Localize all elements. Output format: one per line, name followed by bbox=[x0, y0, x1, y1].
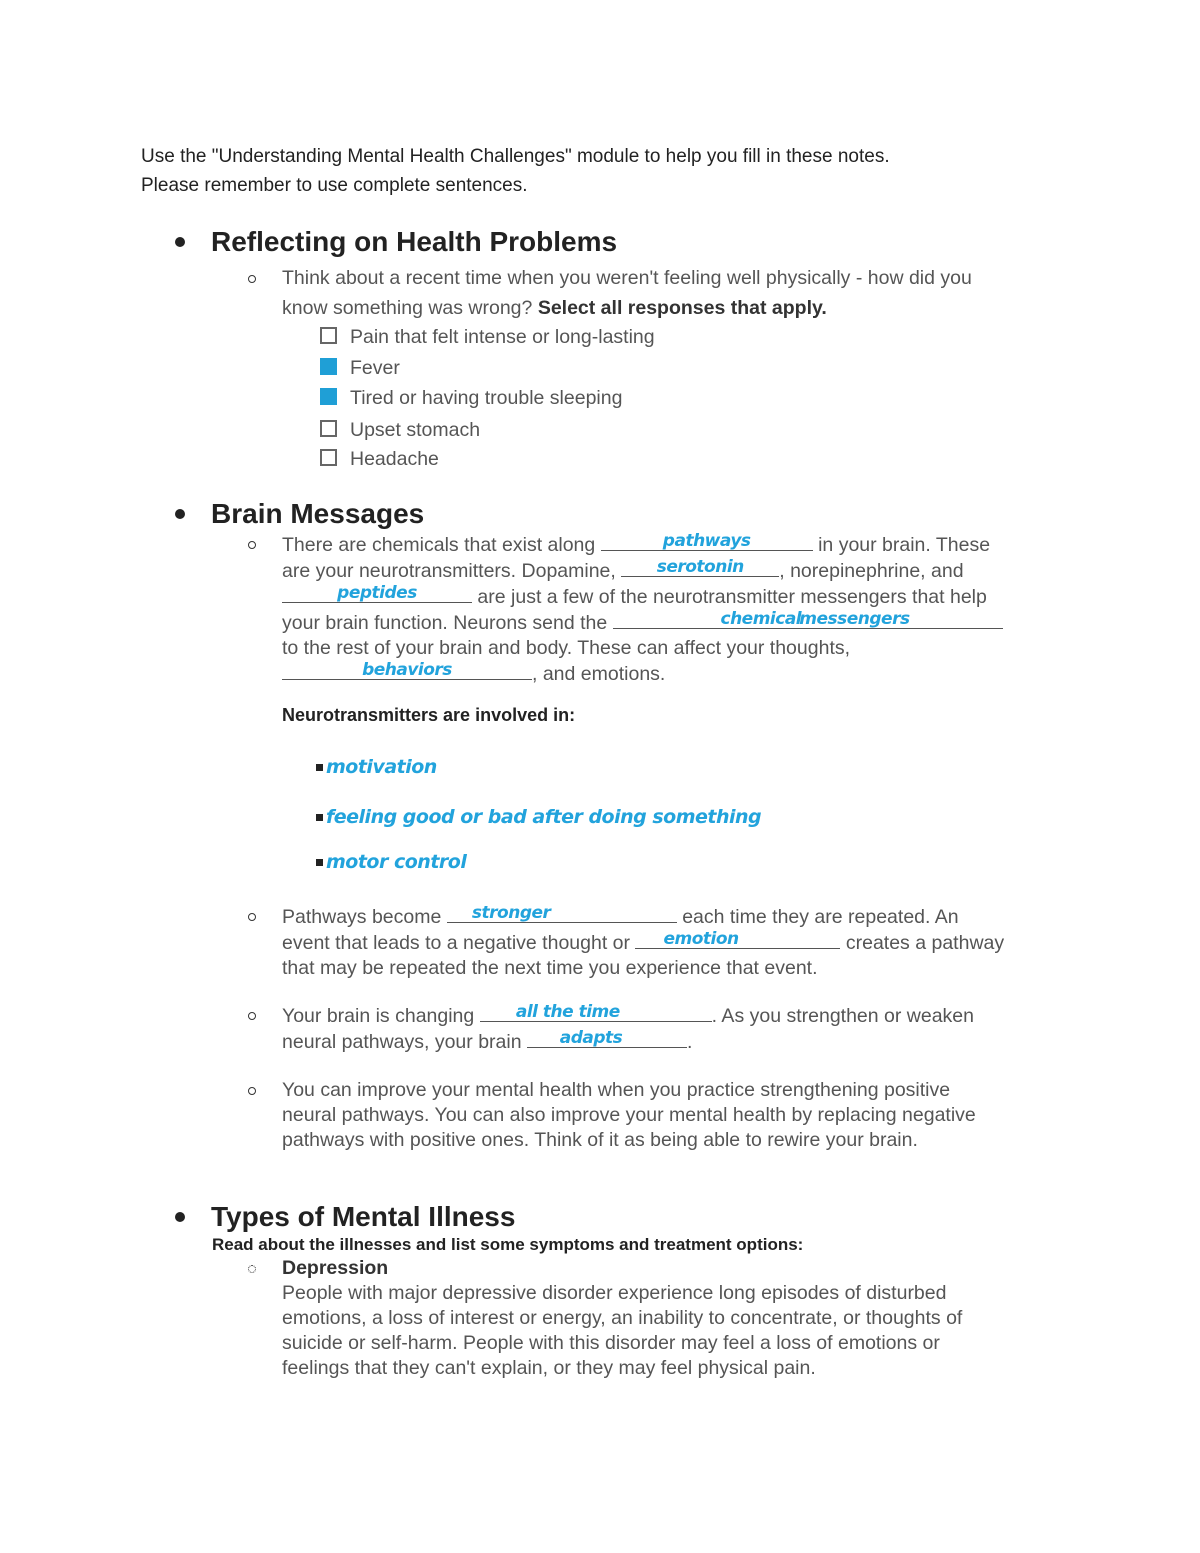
answer-blank[interactable] bbox=[621, 558, 779, 577]
checkbox-option[interactable] bbox=[320, 385, 622, 411]
intro-line: Use the "Understanding Mental Health Challenges" module to help you fill in these notes. bbox=[141, 146, 890, 167]
answer-blank[interactable] bbox=[447, 904, 677, 923]
checkbox-option[interactable] bbox=[320, 417, 480, 443]
answer-blank[interactable] bbox=[601, 532, 813, 551]
paragraph-item bbox=[248, 1078, 976, 1153]
answer-blank[interactable] bbox=[480, 1003, 712, 1022]
circle-bullet-icon bbox=[248, 1265, 256, 1273]
intro-text bbox=[141, 142, 890, 200]
section-heading-text: Types of Mental Illness bbox=[211, 1201, 516, 1232]
circle-bullet-icon bbox=[248, 913, 256, 921]
list-item bbox=[316, 756, 437, 778]
paragraph-text: neural pathways, your brain bbox=[282, 1031, 522, 1053]
intro-line: Please remember to use complete sentences. bbox=[141, 175, 528, 196]
square-bullet-icon bbox=[316, 859, 323, 866]
checkbox-unchecked-icon[interactable] bbox=[320, 449, 337, 466]
circle-bullet-icon bbox=[248, 275, 256, 283]
paragraph-text: People with major depressive disorder experience long episodes of disturbed bbox=[282, 1282, 947, 1304]
paragraph-text: , and emotions. bbox=[532, 663, 666, 685]
checkbox-label: Tired or having trouble sleeping bbox=[350, 387, 623, 409]
paragraph-text: pathways with positive ones. Think of it as being able to rewire your brain. bbox=[282, 1129, 918, 1151]
fill-in-paragraph bbox=[248, 1003, 974, 1055]
paragraph-text: feelings that they can't explain, or they may feel physical pain. bbox=[282, 1357, 816, 1379]
paragraph-text: each time they are repeated. An bbox=[682, 906, 959, 928]
checkbox-checked-icon[interactable] bbox=[320, 388, 337, 405]
paragraph-text: event that leads to a negative thought or bbox=[282, 932, 631, 954]
paragraph-text: There are chemicals that exist along bbox=[282, 534, 596, 556]
paragraph-text: your brain function. Neurons send the bbox=[282, 612, 608, 634]
handwritten-answer: feeling good or bad after doing something bbox=[326, 806, 762, 828]
bullet-icon bbox=[175, 1212, 185, 1222]
checkbox-checked-icon[interactable] bbox=[320, 358, 337, 375]
checkbox-option[interactable] bbox=[320, 324, 655, 350]
paragraph-text: in your brain. These bbox=[818, 534, 991, 556]
paragraph-text: Pathways become bbox=[282, 906, 442, 928]
checkbox-label: Pain that felt intense or long-lasting bbox=[350, 326, 655, 348]
checkbox-label: Fever bbox=[350, 357, 400, 379]
handwritten-answer: pathways bbox=[662, 531, 751, 551]
checkbox-label: Upset stomach bbox=[350, 419, 481, 441]
paragraph-text: emotions, a loss of interest or energy, an inability to concentrate, or thoughts of bbox=[282, 1307, 963, 1329]
checkbox-label: Headache bbox=[350, 448, 439, 470]
answer-blank[interactable] bbox=[613, 610, 1003, 629]
handwritten-answer: emotion bbox=[663, 929, 739, 949]
paragraph-text: are just a few of the neurotransmitter messengers that help bbox=[477, 586, 987, 608]
section-heading-text: Reflecting on Health Problems bbox=[211, 226, 618, 257]
handwritten-answer: all the time bbox=[515, 1002, 620, 1022]
paragraph-text: . As you strengthen or weaken bbox=[711, 1005, 974, 1027]
handwritten-answer: motor control bbox=[326, 851, 467, 873]
illness-item bbox=[248, 1256, 962, 1381]
section-heading bbox=[175, 1201, 515, 1233]
illness-title: Depression bbox=[282, 1257, 389, 1279]
section-subheading: Read about the illnesses and list some symptoms and treatment options: bbox=[212, 1235, 804, 1254]
paragraph-text: , norepinephrine, and bbox=[779, 560, 964, 582]
involved-label: Neurotransmitters are involved in: bbox=[282, 705, 576, 725]
handwritten-answer: messengers bbox=[799, 609, 910, 629]
answer-blank[interactable] bbox=[527, 1029, 687, 1048]
checkbox-unchecked-icon[interactable] bbox=[320, 420, 337, 437]
square-bullet-icon bbox=[316, 814, 323, 821]
handwritten-answer: behaviors bbox=[362, 660, 452, 680]
checkbox-option[interactable] bbox=[320, 446, 439, 472]
question-text: Think about a recent time when you weren't feeling well physically - how did you bbox=[282, 267, 972, 289]
paragraph-text: that may be repeated the next time you experience that event. bbox=[282, 957, 818, 979]
handwritten-answer: stronger bbox=[471, 903, 551, 923]
question-item bbox=[248, 266, 972, 321]
fill-in-paragraph bbox=[248, 532, 1003, 687]
bullet-icon bbox=[175, 509, 185, 519]
circle-bullet-icon bbox=[248, 541, 256, 549]
square-bullet-icon bbox=[316, 764, 323, 771]
paragraph-text: creates a pathway bbox=[845, 932, 1005, 954]
handwritten-answer: serotonin bbox=[656, 557, 744, 577]
handwritten-answer: motivation bbox=[326, 756, 437, 778]
checkbox-unchecked-icon[interactable] bbox=[320, 327, 337, 344]
answer-blank[interactable] bbox=[282, 661, 532, 680]
question-text: know something was wrong? bbox=[282, 297, 533, 319]
fill-in-paragraph bbox=[248, 904, 1004, 981]
answer-blank[interactable] bbox=[635, 930, 840, 949]
paragraph-text: suicide or self-harm. People with this disorder may feel a loss of emotions or bbox=[282, 1332, 940, 1354]
handwritten-answer: adapts bbox=[559, 1028, 623, 1048]
paragraph-text: . bbox=[686, 1031, 693, 1053]
checkbox-option[interactable] bbox=[320, 355, 400, 381]
paragraph-text: are your neurotransmitters. Dopamine, bbox=[282, 560, 616, 582]
section-heading-text: Brain Messages bbox=[211, 498, 425, 529]
bullet-icon bbox=[175, 237, 185, 247]
circle-bullet-icon bbox=[248, 1012, 256, 1020]
paragraph-text: You can improve your mental health when you practice strengthening positive bbox=[282, 1079, 951, 1101]
answer-blank[interactable] bbox=[282, 584, 472, 603]
paragraph-text: Your brain is changing bbox=[282, 1005, 475, 1027]
question-instruction: Select all responses that apply. bbox=[537, 297, 827, 319]
handwritten-answer: peptides bbox=[337, 583, 417, 603]
handwritten-answer: chemical bbox=[720, 609, 802, 629]
paragraph-text: neural pathways. You can also improve your mental health by replacing negative bbox=[282, 1104, 976, 1126]
section-heading bbox=[175, 498, 424, 530]
list-item bbox=[316, 851, 466, 873]
paragraph-text: to the rest of your brain and body. These can affect your thoughts, bbox=[282, 637, 851, 659]
section-heading bbox=[175, 226, 617, 258]
circle-bullet-icon bbox=[248, 1087, 256, 1095]
list-item bbox=[316, 806, 761, 828]
